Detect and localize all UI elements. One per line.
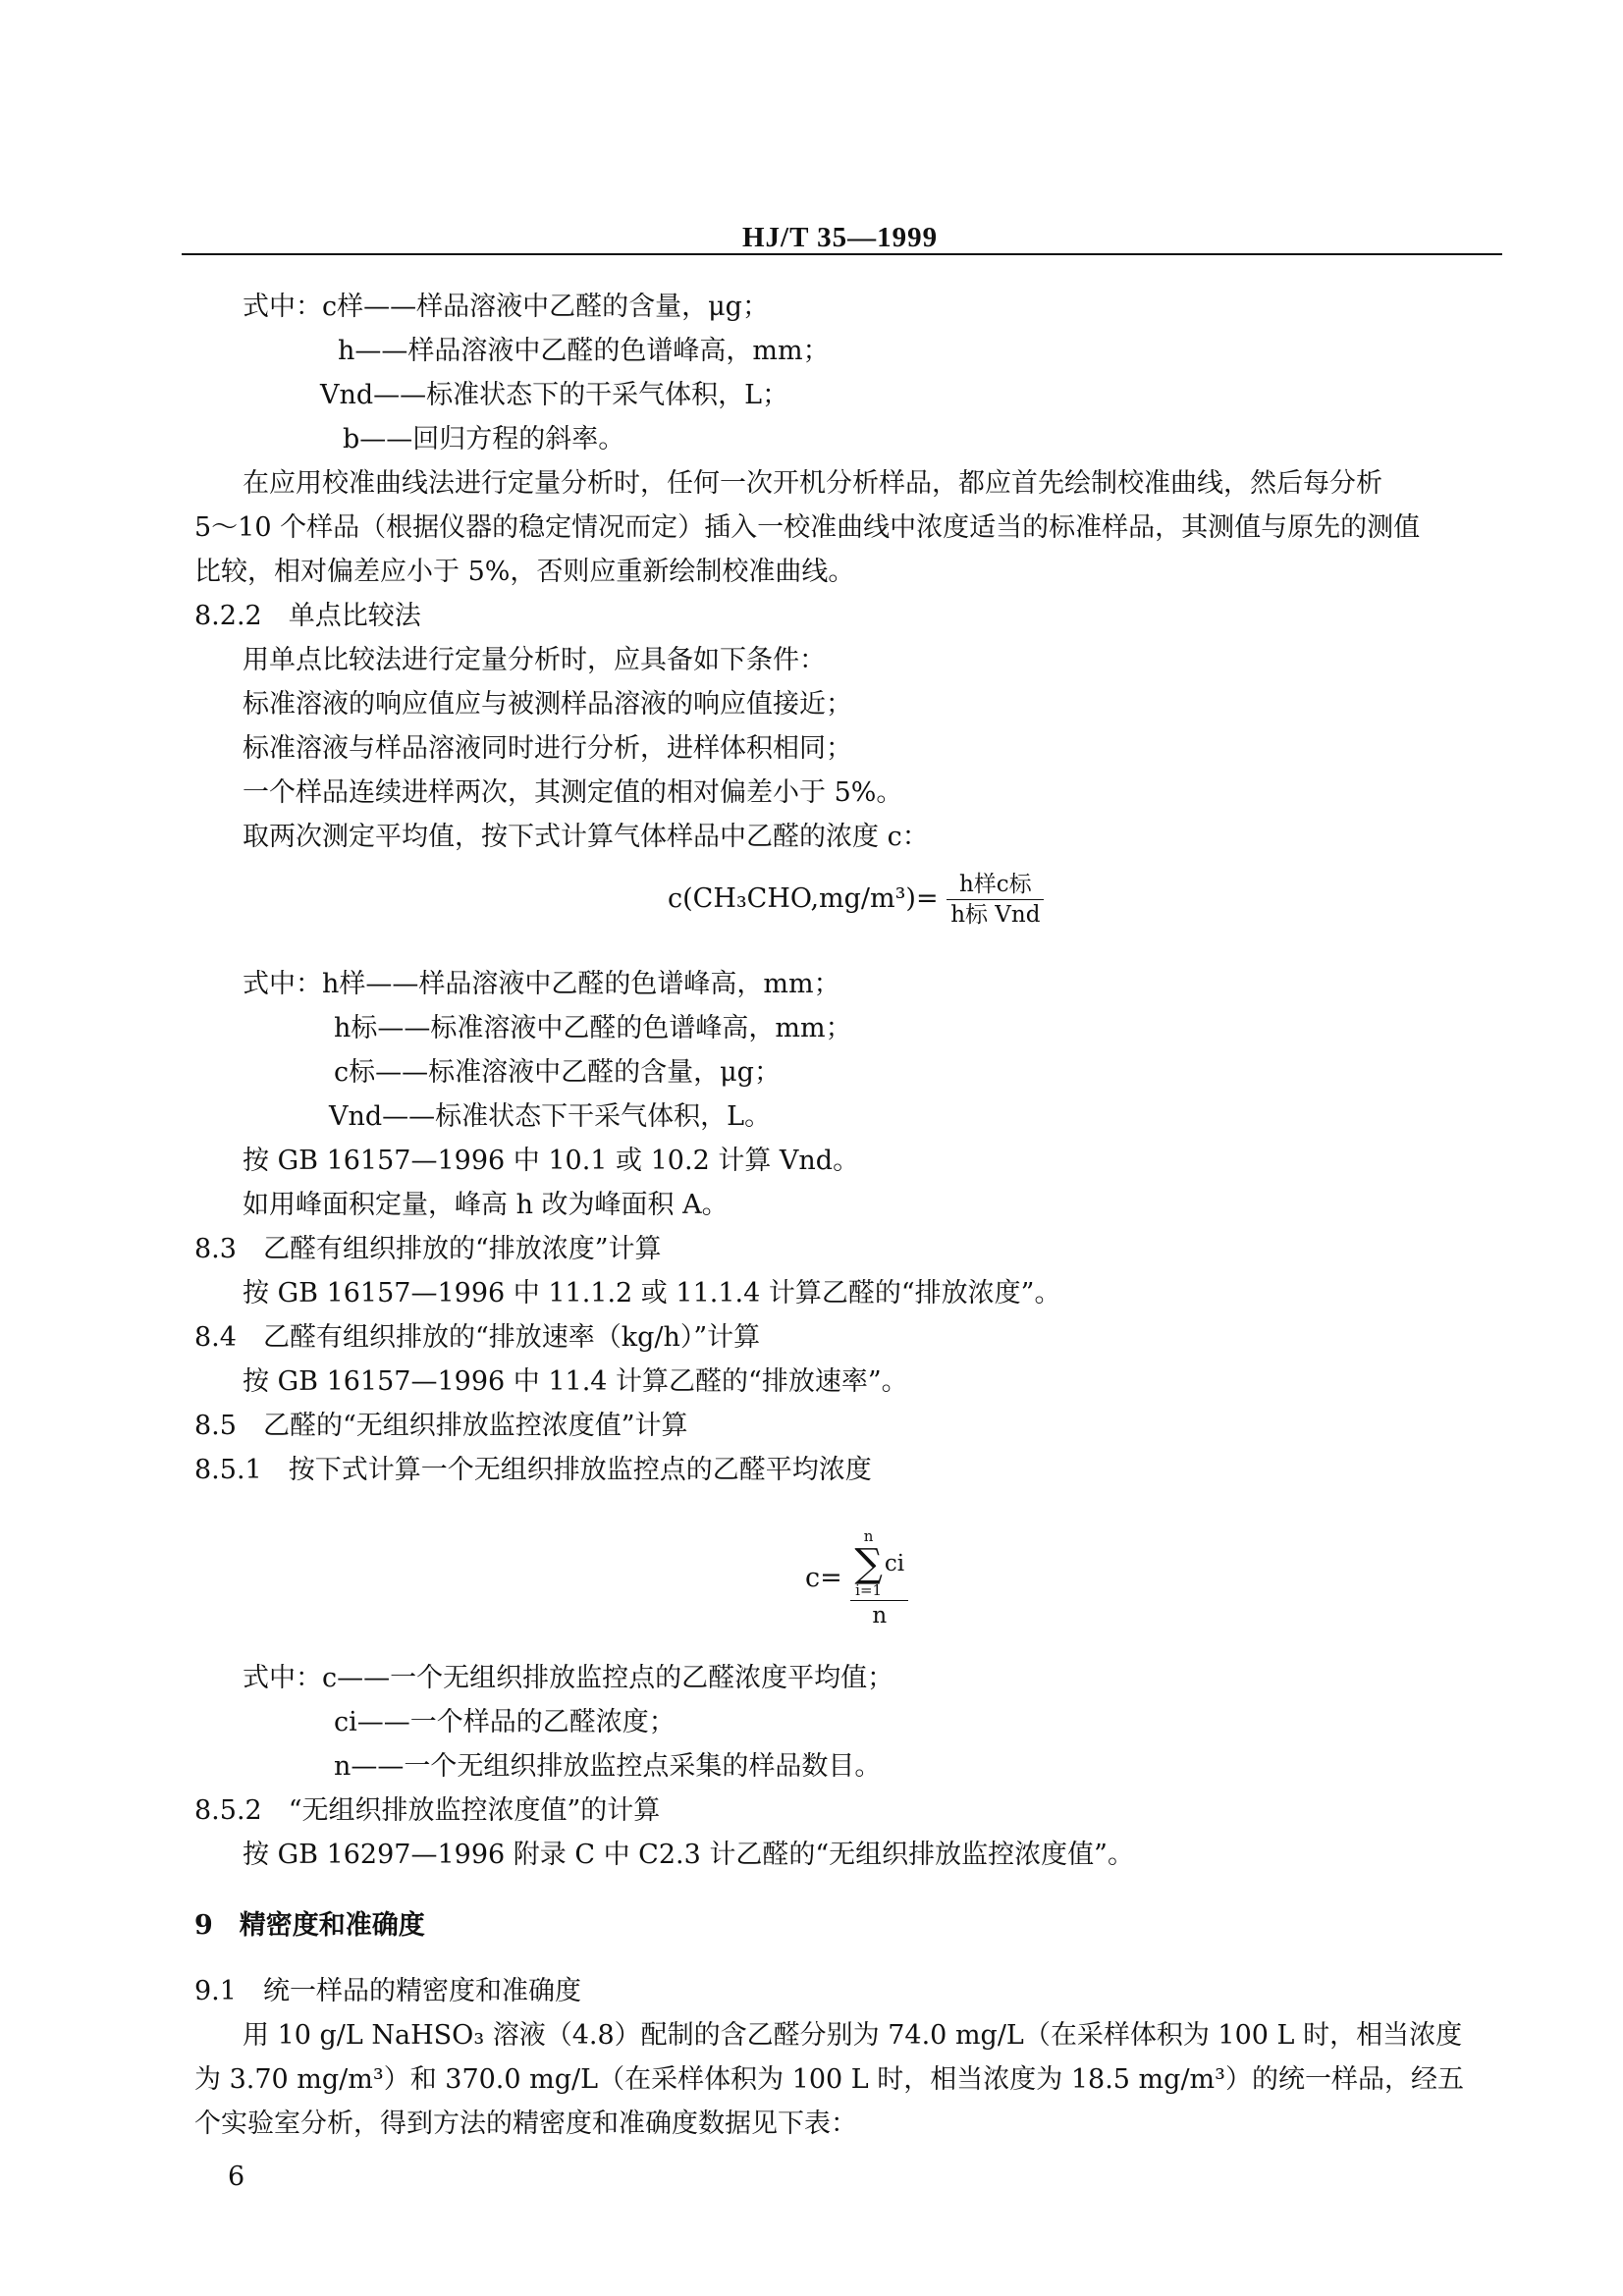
text-line: 个实验室分析，得到方法的精密度和准确度数据见下表：: [194, 2109, 857, 2139]
text-line: 比较，相对偏差应小于 5%，否则应重新绘制校准曲线。: [194, 557, 855, 587]
formula-numerator: [850, 1529, 908, 1601]
text-line: ci——一个样品的乙醛浓度；: [334, 1707, 676, 1737]
formula-average: [805, 1529, 908, 1629]
formula-numerator: h样c标: [947, 872, 1044, 900]
formula-lhs: c(CH₃CHO,mg/m³)=: [668, 883, 939, 914]
text-line: 标准溶液的响应值应与被测样品溶液的响应值接近；: [243, 689, 852, 720]
text-line: n——一个无组织排放监控点采集的样品数目。: [334, 1751, 882, 1782]
section-heading: 8.2.2 单点比较法: [194, 601, 421, 631]
chapter-heading: 9 精密度和准确度: [194, 1910, 425, 1941]
text-line: h标——标准溶液中乙醛的色谱峰高，mm；: [334, 1013, 852, 1043]
text-line: c标——标准溶液中乙醛的含量，μg；: [334, 1057, 781, 1088]
section-heading: 8.5.2 “无组织排放监控浓度值”的计算: [194, 1795, 661, 1826]
formula-concentration: [668, 872, 1044, 928]
sum-icon: ∑: [854, 1541, 883, 1586]
header-rule: [182, 253, 1502, 255]
header-title: HJ/T 35—1999: [742, 222, 939, 253]
text-line: 按 GB 16157—1996 中 11.4 计算乙醛的“排放速率”。: [243, 1366, 908, 1397]
text-line: 用 10 g/L NaHSO₃ 溶液（4.8）配制的含乙醛分别为 74.0 mg/L（在采样体积为 100 L 时，相当浓度: [243, 2020, 1463, 2051]
text-line: 式中：h样——样品溶液中乙醛的色谱峰高，mm；: [243, 969, 840, 999]
section-heading: 9.1 统一样品的精密度和准确度: [194, 1976, 581, 2006]
text-line: 式中：c样——样品溶液中乙醛的含量，μg；: [243, 292, 769, 322]
section-heading: 8.5 乙醛的“无组织排放监控浓度值”计算: [194, 1411, 688, 1441]
text-line: 用单点比较法进行定量分析时，应具备如下条件：: [243, 645, 826, 675]
text-line: 如用峰面积定量，峰高 h 改为峰面积 A。: [243, 1190, 729, 1220]
text-line: 按 GB 16297—1996 附录 C 中 C2.3 计乙醛的“无组织排放监控浓度值”。: [243, 1840, 1134, 1870]
formula-denominator: n: [872, 1603, 888, 1629]
text-line: h——样品溶液中乙醛的色谱峰高，mm；: [338, 336, 830, 366]
summation: [854, 1529, 883, 1598]
sum-term: ci: [884, 1551, 905, 1576]
text-line: 在应用校准曲线法进行定量分析时，任何一次开机分析样品，都应首先绘制校准曲线，然后每分析: [243, 468, 1382, 499]
text-line: 式中：c——一个无组织排放监控点的乙醛浓度平均值；: [243, 1663, 894, 1693]
sum-upper: n: [863, 1527, 874, 1545]
text-line: 标准溶液与样品溶液同时进行分析，进样体积相同；: [243, 733, 852, 764]
text-line: 按 GB 16157—1996 中 10.1 或 10.2 计算 Vnd。: [243, 1146, 860, 1176]
text-line: 5～10 个样品（根据仪器的稳定情况而定）插入一校准曲线中浓度适当的标准样品，其测值与原先的测值: [194, 512, 1421, 543]
section-heading: 8.3 乙醛有组织排放的“排放浓度”计算: [194, 1234, 662, 1264]
text-line: Vnd——标准状态下的干采气体积，L；: [320, 380, 789, 410]
formula-fraction: [947, 872, 1044, 928]
section-heading: 8.5.1 按下式计算一个无组织排放监控点的乙醛平均浓度: [194, 1455, 872, 1485]
text-line: Vnd——标准状态下干采气体积，L。: [329, 1101, 772, 1132]
text-line: b——回归方程的斜率。: [343, 424, 625, 454]
formula-fraction: [850, 1529, 908, 1629]
text-line: 取两次测定平均值，按下式计算气体样品中乙醛的浓度 c：: [243, 822, 929, 852]
text-line: 一个样品连续进样两次，其测定值的相对偏差小于 5%。: [243, 777, 903, 808]
formula-lhs: c=: [805, 1563, 842, 1593]
text-line: 为 3.70 mg/m³）和 370.0 mg/L（在采样体积为 100 L 时，相当浓度为 18.5 mg/m³）的统一样品，经五: [194, 2064, 1464, 2095]
page-number: 6: [228, 2162, 245, 2192]
sum-lower: i=1: [855, 1581, 883, 1599]
formula-denominator: h标 Vnd: [950, 902, 1041, 928]
section-heading: 8.4 乙醛有组织排放的“排放速率（kg/h）”计算: [194, 1322, 761, 1353]
text-line: 按 GB 16157—1996 中 11.1.2 或 11.1.4 计算乙醛的“排放浓度”。: [243, 1278, 1061, 1308]
